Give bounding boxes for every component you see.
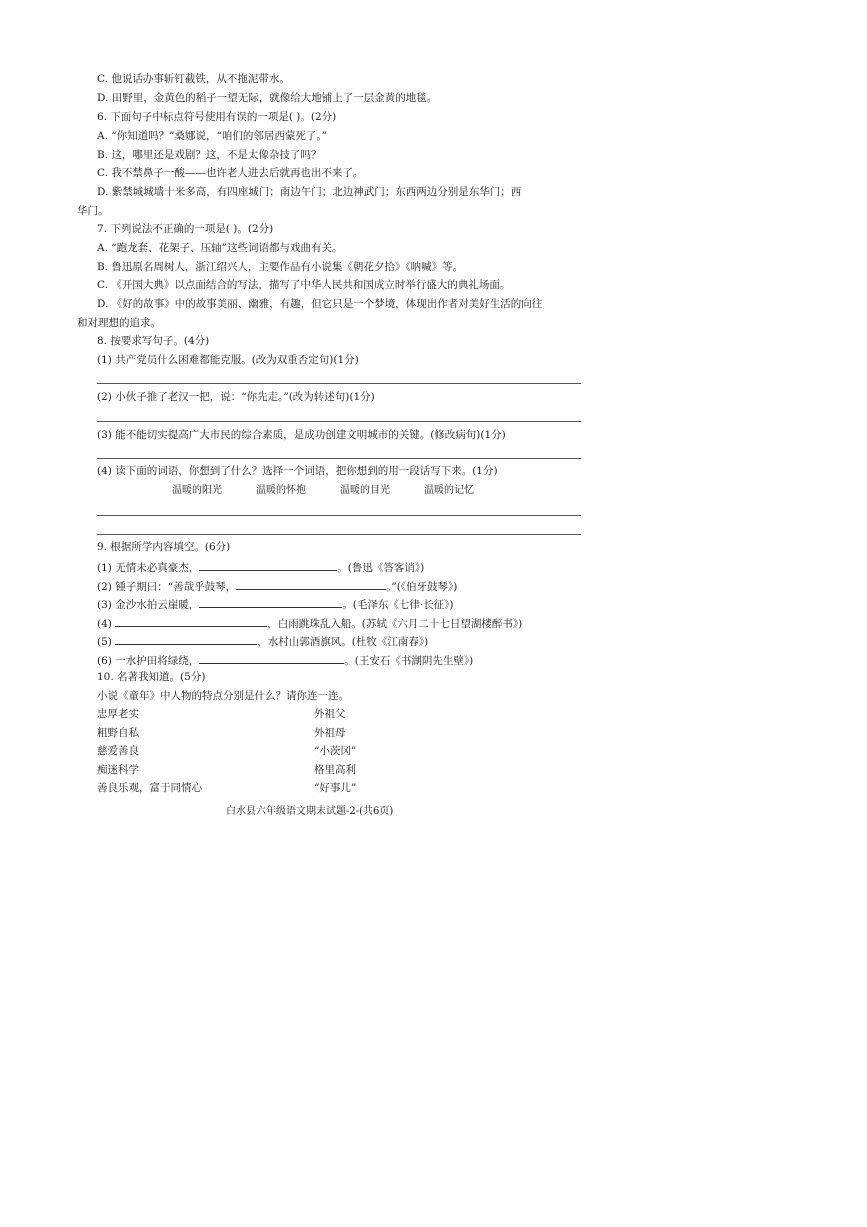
q9-item-6: (6) 一水护田将绿绕， 。(王安石《书湖阴先生壁》) (97, 652, 473, 668)
q6-option-d: D. 紫禁城城墙十米多高，有四座城门；南边午门；北边神武门；东西两边分别是东华门；西 (97, 186, 522, 198)
q7-option-a: A. “跑龙套、花架子、压轴”这些词语都与戏曲有关。 (97, 242, 343, 254)
q6-option-b: B. 这，哪里还是戏剧？这，不是太像杂技了吗？ (97, 149, 322, 161)
q9-stem: 9. 根据所学内容填空。(6分) (97, 541, 231, 553)
q5-option-d: D. 田野里，金黄色的稻子一望无际，就像给大地铺上了一层金黄的地毯。 (97, 92, 438, 104)
q7-option-c: C. 《开国大典》以点面结合的写法，描写了中华人民共和国成立时举行盛大的典礼场面。 (97, 279, 511, 291)
q7-stem: 7. 下列说法不正确的一项是( )。(2分) (97, 223, 274, 235)
trait-item[interactable]: 痴迷科学 (97, 764, 139, 776)
q8-sub3: (3) 能不能切实提高广大市民的综合素质，是成功创建文明城市的关键。(修改病句)(1分) (97, 429, 506, 441)
q10-stem: 10. 名著我知道。(5分) (97, 671, 206, 683)
page-footer: 白水县六年级语文期末试题-2-(共6页) (226, 806, 394, 817)
q6-option-d-cont: 华门。 (77, 205, 109, 217)
q7-option-d-cont: 和对理想的追求。 (77, 317, 161, 329)
q8-sub2: (2) 小伙子推了老汉一把，说：“你先走。”(改为转述句)(1分) (97, 391, 375, 403)
fill-blank[interactable] (236, 578, 386, 590)
word-item: 温暖的目光 (340, 485, 390, 496)
word-item: 温暖的怀抱 (256, 485, 306, 496)
answer-line[interactable] (97, 534, 581, 535)
answer-line[interactable] (97, 515, 581, 516)
character-item[interactable]: “小茨冈” (314, 745, 357, 757)
q8-sub4: (4) 读下面的词语，你想到了什么？选择一个词语，把你想到的用一段话写下来。(1分) (97, 465, 498, 477)
fill-blank[interactable] (199, 596, 342, 608)
fill-blank[interactable] (115, 615, 267, 627)
q7-option-d: D. 《好的故事》中的故事美丽、幽雅，有趣，但它只是一个梦境，体现出作者对美好生活的向往 (97, 298, 543, 310)
q6-option-a: A. “你知道吗？”桑娜说，“咱们的邻居西蒙死了。” (97, 130, 327, 142)
trait-item[interactable]: 粗野自私 (97, 727, 139, 739)
q9-item-5: (5) ，水村山郭酒旗风。(杜牧《江南春》) (97, 633, 428, 649)
q9-item-2: (2) 锺子期曰：“善哉乎鼓琴， 。”(《伯牙鼓琴》) (97, 578, 457, 594)
character-item[interactable]: 外祖母 (314, 727, 346, 739)
q6-option-c: C. 我不禁鼻子一酸——也许老人进去后就再也出不来了。 (97, 167, 364, 179)
word-item: 温暖的记忆 (424, 485, 474, 496)
fill-blank[interactable] (199, 559, 337, 571)
q5-option-c: C. 他说话办事斩钉截铁，从不拖泥带水。 (97, 73, 290, 85)
q8-word-list (0, 484, 867, 498)
q6-stem: 6. 下面句子中标点符号使用有误的一项是( )。(2分) (97, 111, 337, 123)
character-item[interactable]: “好事儿” (314, 782, 357, 794)
q7-option-b: B. 鲁迅原名周树人，浙江绍兴人，主要作品有小说集《朝花夕拾》《呐喊》等。 (97, 261, 464, 273)
character-item[interactable]: 外祖父 (314, 708, 346, 720)
q8-sub1: (1) 共产党员什么困难都能克服。(改为双重否定句)(1分) (97, 354, 359, 366)
q9-item-1: (1) 无情未必真豪杰， 。(鲁迅《答客诮》) (97, 559, 424, 575)
character-item[interactable]: 格里高利 (314, 764, 356, 776)
word-item: 温暖的阳光 (172, 485, 222, 496)
answer-line[interactable] (97, 383, 581, 384)
q8-stem: 8. 按要求写句子。(4分) (97, 335, 210, 347)
fill-blank[interactable] (115, 633, 257, 645)
q10-prompt: 小说《童年》中人物的特点分别是什么？请你连一连。 (97, 690, 349, 702)
q9-item-4: (4) ，白雨跳珠乱入船。(苏轼《六月二十七日望湖楼醉书》) (97, 615, 522, 631)
trait-item[interactable]: 善良乐观，富于同情心 (97, 782, 202, 794)
answer-line[interactable] (97, 421, 581, 422)
fill-blank[interactable] (199, 652, 344, 664)
trait-item[interactable]: 慈爱善良 (97, 745, 139, 757)
answer-line[interactable] (97, 458, 581, 459)
trait-item[interactable]: 忠厚老实 (97, 708, 139, 720)
q9-item-3: (3) 金沙水拍云崖暖， 。(毛泽东《七律·长征》) (97, 596, 454, 612)
